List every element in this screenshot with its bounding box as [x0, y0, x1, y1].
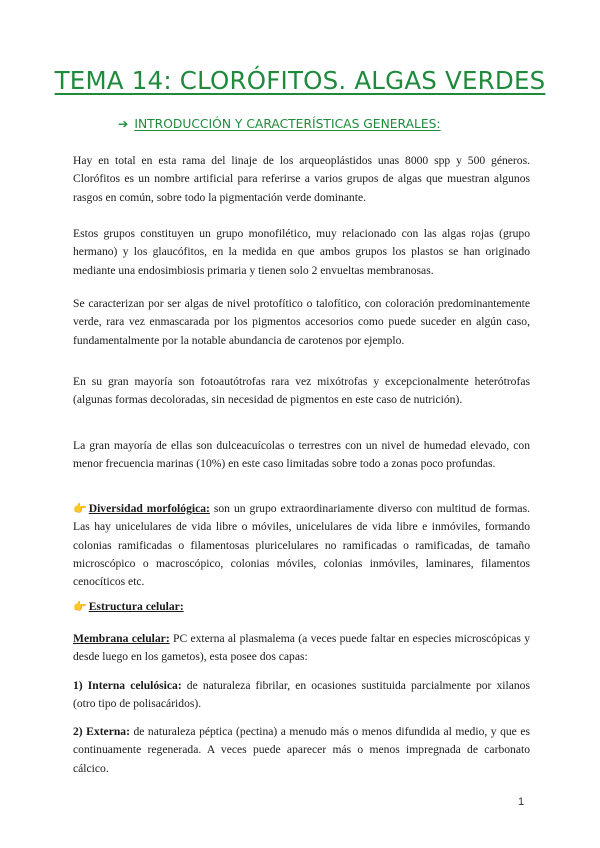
- section-heading: [118, 117, 441, 131]
- capa-externa-label: 2) Externa:: [73, 725, 130, 738]
- capa-interna-text: de naturaleza fibrilar, en ocasiones sustituida parcialmente por xilanos (otro tipo de polisacáridos).: [73, 679, 530, 711]
- diversidad-label: Diversidad morfológica:: [88, 502, 210, 515]
- paragraph-nivel: Se caracterizan por ser algas de nivel protofítico o talofítico, con coloración predominantemente verde, rara vez enmascarada por los pigmentos accesorios como puede suceder en algún caso, fundamentalmente por la notable abundancia de carotenos por ejemplo.: [73, 297, 530, 347]
- paragraph-habitat: La gran mayoría de ellas son dulceacuícolas o terrestres con un nivel de humedad elevado, con menor frecuencia marinas (10%) en este caso limitadas sobre todo a zonas poco profundas.: [73, 439, 530, 471]
- section-heading-text: INTRODUCCIÓN Y CARACTERÍSTICAS GENERALES:: [134, 117, 441, 131]
- pointing-hand-icon: 👉: [73, 601, 87, 613]
- paragraph-diversidad: [73, 500, 530, 591]
- paragraph-nutricion: En su gran mayoría son fotoautótrofas rara vez mixótrofas y excepcionalmente heterótrofas (algunas formas decoloradas, sin necesidad de pigmentos en este caso de nutrición).: [73, 375, 530, 407]
- paragraph-capa-interna: [73, 677, 530, 714]
- paragraph-membrana: [73, 630, 530, 667]
- membrana-label: Membrana celular:: [73, 632, 170, 645]
- estructura-label: Estructura celular:: [88, 600, 184, 613]
- capa-externa-text: de naturaleza péptica (pectina) a menudo más o menos difundida al medio, y que es continuamente regenerada. A veces puede aparecer más o menos impregnada de carbonato cálcico.: [73, 725, 530, 775]
- arrow-icon: ➔: [118, 117, 129, 131]
- membrana-text: PC externa al plasmalema (a veces puede faltar en especies microscópicas y desde luego en los gametos), esta posee dos capas:: [73, 632, 531, 664]
- paragraph-intro: Hay en total en esta rama del linaje de los arqueoplástidos unas 8000 spp y 500 géneros. Clorófitos es un nombre artificial para referirse a varios grupos de algas que muestran algunos rasgos en común, sobre todo la pigmentación verde dominante.: [73, 154, 530, 204]
- capa-interna-label: 1) Interna celulósica:: [73, 679, 182, 692]
- paragraph-monofiletico: Estos grupos constituyen un grupo monofilético, muy relacionado con las algas rojas (grupo hermano) y los glaucófitos, en la medida en que ambos grupos los plastos se han originado mediante una endosimbiosis primaria y tienen solo 2 envueltas membranosas.: [73, 227, 530, 277]
- page-title: TEMA 14: CLORÓFITOS. ALGAS VERDES: [54, 66, 546, 95]
- heading-estructura: [73, 598, 530, 616]
- diversidad-text: son un grupo extraordinariamente diverso con multitud de formas. Las hay unicelulares de vida libre o móviles, unicelulares de vida libre e inmóviles, formando colonias ramificadas o filamentosas pluricelulares no ramificadas o ramificadas, de tamaño microscópico o macroscópico, colonias móviles, colonias inmóviles, laminares, filamentos cenocíticos etc.: [73, 502, 530, 589]
- page-number: 1: [518, 796, 525, 808]
- paragraph-capa-externa: [73, 723, 530, 778]
- pointing-hand-icon: 👉: [73, 503, 87, 515]
